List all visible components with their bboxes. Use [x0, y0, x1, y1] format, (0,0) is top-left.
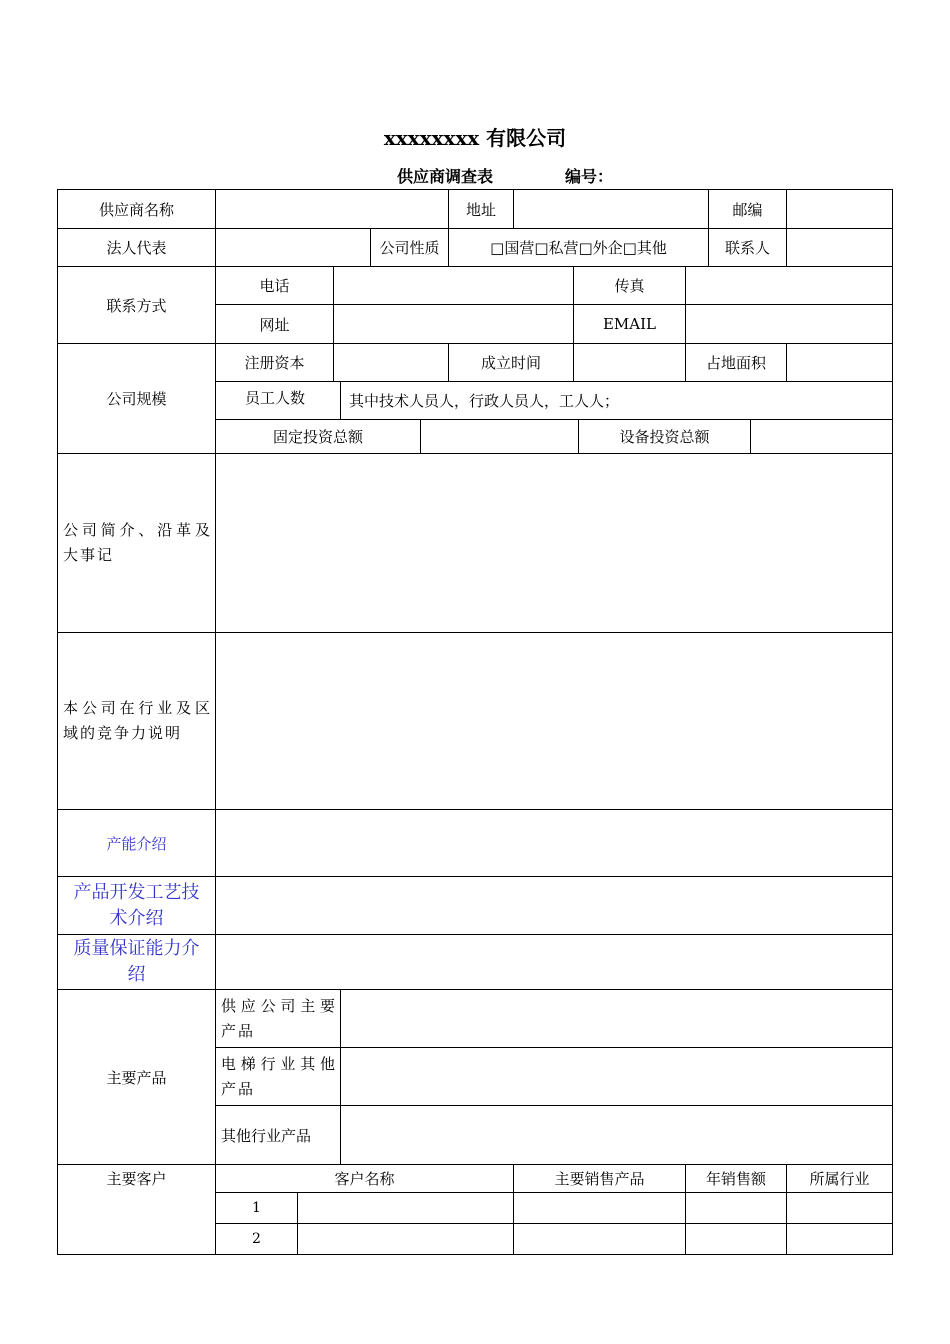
website-field[interactable]: [333, 304, 574, 344]
customer-header-name: 客户名称: [334, 1170, 395, 1188]
elevator-products-label: 电梯行业其他产品: [221, 1054, 337, 1098]
registered-capital-field[interactable]: [333, 343, 449, 382]
postcode-field[interactable]: [786, 189, 893, 229]
email-field[interactable]: [685, 304, 893, 344]
customer-row-1-product-field[interactable]: [513, 1192, 686, 1224]
main-products-label: 主要产品: [106, 1068, 167, 1087]
contact-method-label: 联系方式: [106, 296, 167, 315]
company-scale-label: 公司规模: [106, 390, 167, 408]
profile-field[interactable]: [215, 453, 893, 633]
email-label: EMAIL: [602, 315, 657, 333]
land-area-field[interactable]: [786, 343, 893, 382]
quality-label: 质量保证能力介绍: [73, 938, 200, 985]
company-nature-options[interactable]: □国营□私营□外企□其他: [490, 239, 667, 257]
registered-capital-label: 注册资本: [244, 354, 305, 372]
customer-row-2-name-field[interactable]: [297, 1223, 514, 1255]
company-nature-label: 公司性质: [379, 239, 440, 257]
supplier-name-field[interactable]: [215, 189, 449, 229]
equipment-investment-field[interactable]: [750, 419, 893, 454]
customer-row-1-sales-field[interactable]: [685, 1192, 787, 1224]
contact-person-label: 联系人: [724, 239, 770, 257]
postcode-label: 邮编: [732, 200, 763, 219]
serial-number-label: 编号：: [565, 167, 614, 186]
contact-person-field[interactable]: [786, 228, 893, 267]
founded-label: 成立时间: [480, 354, 541, 372]
customer-header-sales: 年销售额: [705, 1170, 766, 1188]
employee-breakdown-text: 其中技术人员人，行政人员人，工人人；: [349, 392, 620, 410]
phone-field[interactable]: [333, 266, 574, 305]
capacity-field[interactable]: [215, 809, 893, 877]
competitiveness-label: 本公司在行业及区域的竞争力说明: [63, 699, 212, 742]
capacity-label: 产能介绍: [106, 834, 167, 853]
other-products-field[interactable]: [340, 1105, 893, 1165]
page-title: xxxxxxxx 有限公司: [383, 126, 567, 150]
fax-field[interactable]: [685, 266, 893, 305]
address-label: 地址: [465, 200, 496, 219]
competitiveness-field[interactable]: [215, 632, 893, 810]
supply-products-label: 供应公司主要产品: [221, 996, 337, 1040]
customer-row-1-name-field[interactable]: [297, 1192, 514, 1224]
other-products-label: 其他行业产品: [221, 1126, 312, 1145]
product-dev-label: 产品开发工艺技术介绍: [73, 881, 200, 929]
website-label: 网址: [259, 315, 290, 334]
customer-header-industry: 所属行业: [809, 1170, 870, 1188]
customer-row-1-index: 1: [252, 1200, 261, 1216]
land-area-label: 占地面积: [705, 354, 766, 372]
customer-row-1-industry-field[interactable]: [786, 1192, 893, 1224]
fixed-investment-label: 固定投资总额: [272, 428, 363, 446]
address-field[interactable]: [513, 189, 709, 229]
quality-field[interactable]: [215, 934, 893, 990]
customer-row-2-sales-field[interactable]: [685, 1223, 787, 1255]
equipment-investment-label: 设备投资总额: [619, 428, 710, 446]
form-title: 供应商调查表: [397, 167, 494, 186]
elevator-products-field[interactable]: [340, 1047, 893, 1106]
supplier-name-label: 供应商名称: [98, 200, 174, 219]
customer-header-product: 主要销售产品: [554, 1170, 645, 1188]
legal-rep-label: 法人代表: [106, 239, 167, 257]
founded-field[interactable]: [573, 343, 686, 382]
main-customers-label: 主要客户: [106, 1170, 167, 1188]
customer-row-2-product-field[interactable]: [513, 1223, 686, 1255]
profile-label: 公司简介、沿革及大事记: [63, 521, 212, 564]
customer-row-2-industry-field[interactable]: [786, 1223, 893, 1255]
supply-products-field[interactable]: [340, 989, 893, 1048]
fax-label: 传真: [614, 277, 645, 295]
legal-rep-field[interactable]: [215, 228, 371, 267]
phone-label: 电话: [259, 277, 290, 295]
employees-label: 员工人数: [244, 389, 305, 407]
fixed-investment-field[interactable]: [420, 419, 579, 454]
product-dev-field[interactable]: [215, 876, 893, 935]
customer-row-2-index: 2: [252, 1231, 261, 1247]
